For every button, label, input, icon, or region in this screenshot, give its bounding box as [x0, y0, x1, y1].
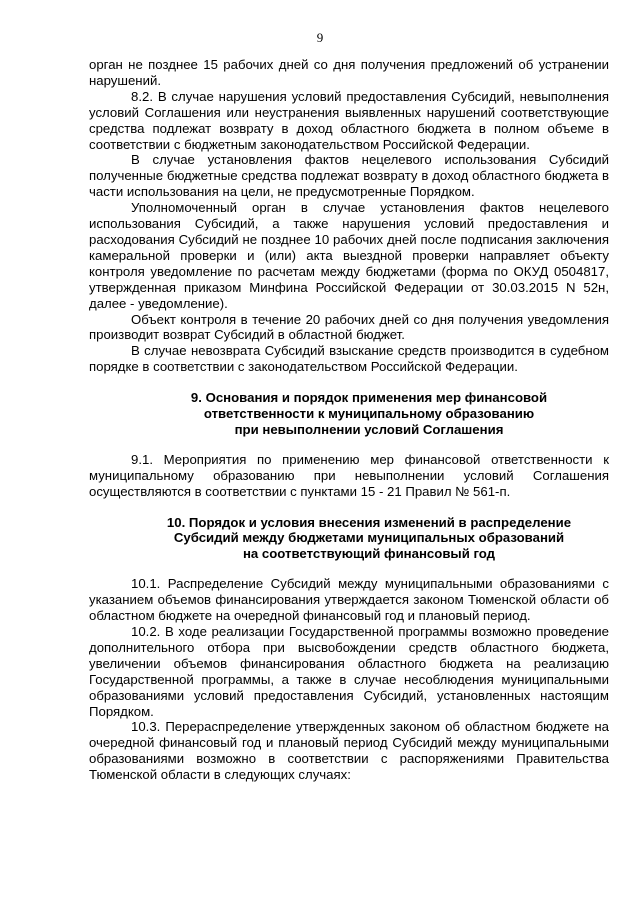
paragraph: 8.2. В случае нарушения условий предоставления Субсидий, невыполнения условий Соглашения или неустранения выявленных нарушений соответствующие средства подлежат возврату в доход областного бюджета в полном объеме в соответствии с бюджетным законодательством Российской Федерации. — [89, 88, 609, 152]
paragraph: 10.3. Перераспределение утвержденных законом об областном бюджете на очередной финансовый год и плановый период Субсидий между муниципальными образованиями возможно в соответствии с распоряжениями Правительства Тюменской области в следующих случаях: — [89, 719, 609, 783]
paragraph: орган не позднее 15 рабочих дней со дня получения предложений об устранении нарушений. — [89, 57, 609, 88]
heading-line: Субсидий между бюджетами муниципальных образований — [173, 530, 565, 546]
heading-line: 10. Порядок и условия внесения изменений в распределение — [166, 514, 572, 530]
paragraph: В случае установления фактов нецелевого использования Субсидий полученные бюджетные средства подлежат возврату в доход областного бюджета в части использования на цели, не предусмотренные Порядком. — [89, 152, 609, 200]
section-10-heading — [89, 515, 609, 563]
heading-line: при невыполнении условий Соглашения — [234, 421, 504, 437]
paragraph: В случае невозврата Субсидий взыскание средств производится в судебном порядке в соответствии с законодательством Российской Федерации. — [89, 343, 609, 375]
paragraph: 10.2. В ходе реализации Государственной программы возможно проведение дополнительного отбора при высвобождении средств областного бюджета, увеличении объемов финансирования областного бюджета на реализацию Государственной программы, а также в случае несоблюдения муниципальными образованиями условий предоставления Субсидий, установленных настоящим Порядком. — [89, 624, 609, 719]
paragraph: Уполномоченный орган в случае установления фактов нецелевого использования Субсидий, а также нарушения условий предоставления и расходования Субсидий не позднее 10 рабочих дней после подписания заключения камеральной проверки и (или) акта выездной проверки направляет объекту контроля уведомление по расчетам между бюджетами (форма по ОКУД 0504817, утвержденная приказом Минфина Российской Федерации от 30.03.2015 N 52н, далее - уведомление). — [89, 200, 609, 311]
heading-line: 9. Основания и порядок применения мер финансовой — [190, 390, 548, 406]
paragraph: 10.1. Распределение Субсидий между муниципальными образованиями с указанием объемов финансирования утверждается законом Тюменской области об областном бюджете на очередной финансовый год и плановый период. — [89, 576, 609, 624]
page-number: 9 — [316, 30, 324, 45]
section-9-heading — [89, 390, 609, 438]
heading-line: ответственности к муниципальному образованию — [203, 406, 535, 422]
paragraph: 9.1. Мероприятия по применению мер финансовой ответственности к муниципальному образованию при невыполнении условий Соглашения осуществляются в соответствии с пунктами 15 - 21 Правил № 561-п. — [89, 451, 609, 499]
heading-line: на соответствующий финансовый год — [242, 546, 496, 562]
document-body — [89, 57, 609, 783]
paragraph: Объект контроля в течение 20 рабочих дней со дня получения уведомления производит возврат Субсидий в областной бюджет. — [89, 311, 609, 343]
